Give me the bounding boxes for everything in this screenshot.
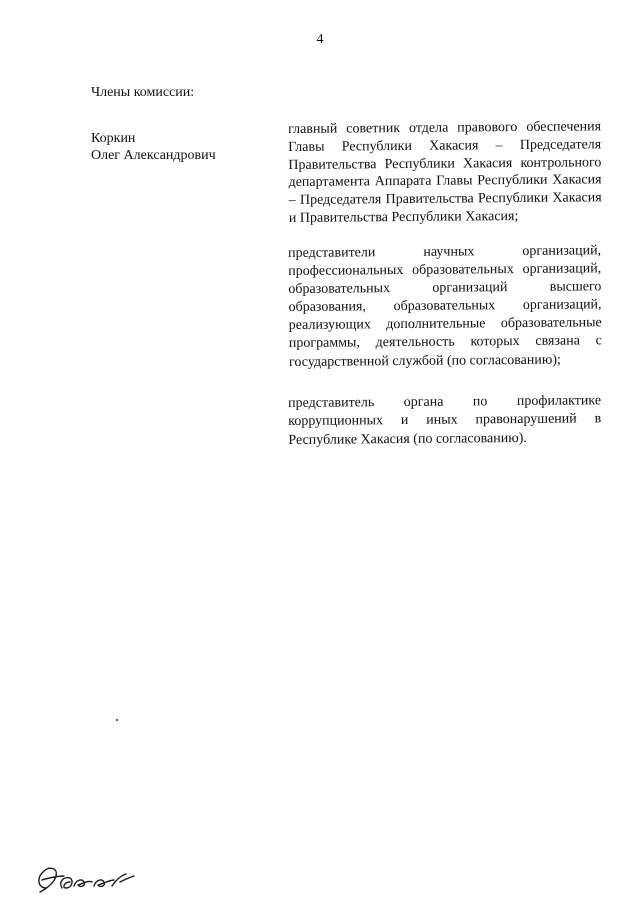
position-line: департамента Аппарата Главы Республики Хакасия [288,172,602,191]
representative-anticorruption-line: Республике Хакасия (по согласованию). [288,430,527,448]
representatives-science-line: программы, деятельность которых связана с [288,333,602,352]
member-given-names: Олег Александрович [91,148,216,163]
scan-speck [116,719,118,721]
member-surname: Коркин [91,131,136,146]
position-line: главный советник отдела правового обеспечения [288,119,602,137]
member-name [91,130,216,164]
representatives-science-line: представители научных организаций, [288,243,602,261]
position-line: Правительства Республики Хакасия контрольного [288,154,602,173]
representative-anticorruption [288,392,601,450]
representatives-science-line: образования, образовательных организаций, [288,297,602,316]
representatives-science [288,242,602,371]
representative-anticorruption-line: представитель органа по профилактике [288,393,602,411]
position-line: – Председателя Правительства Республики Хакасия [288,190,602,209]
member-position [288,118,602,228]
section-heading: Члены комиссии: [91,85,195,100]
representatives-science-line: профессиональных образовательных организаций, [288,261,602,280]
representatives-science-line: образовательных организаций высшего [288,279,602,298]
handwritten-initials-signature [28,858,148,898]
representatives-science-line: реализующих дополнительные образовательные [288,315,602,334]
position-line: Главы Республики Хакасия – Председателя [288,137,602,155]
page-number: 4 [316,32,324,47]
representatives-science-line: государственной службой (по согласованию); [288,352,561,370]
representative-anticorruption-line: коррупционных и иных правонарушений в [288,411,602,430]
position-line: и Правительства Республики Хакасия; [288,208,519,226]
